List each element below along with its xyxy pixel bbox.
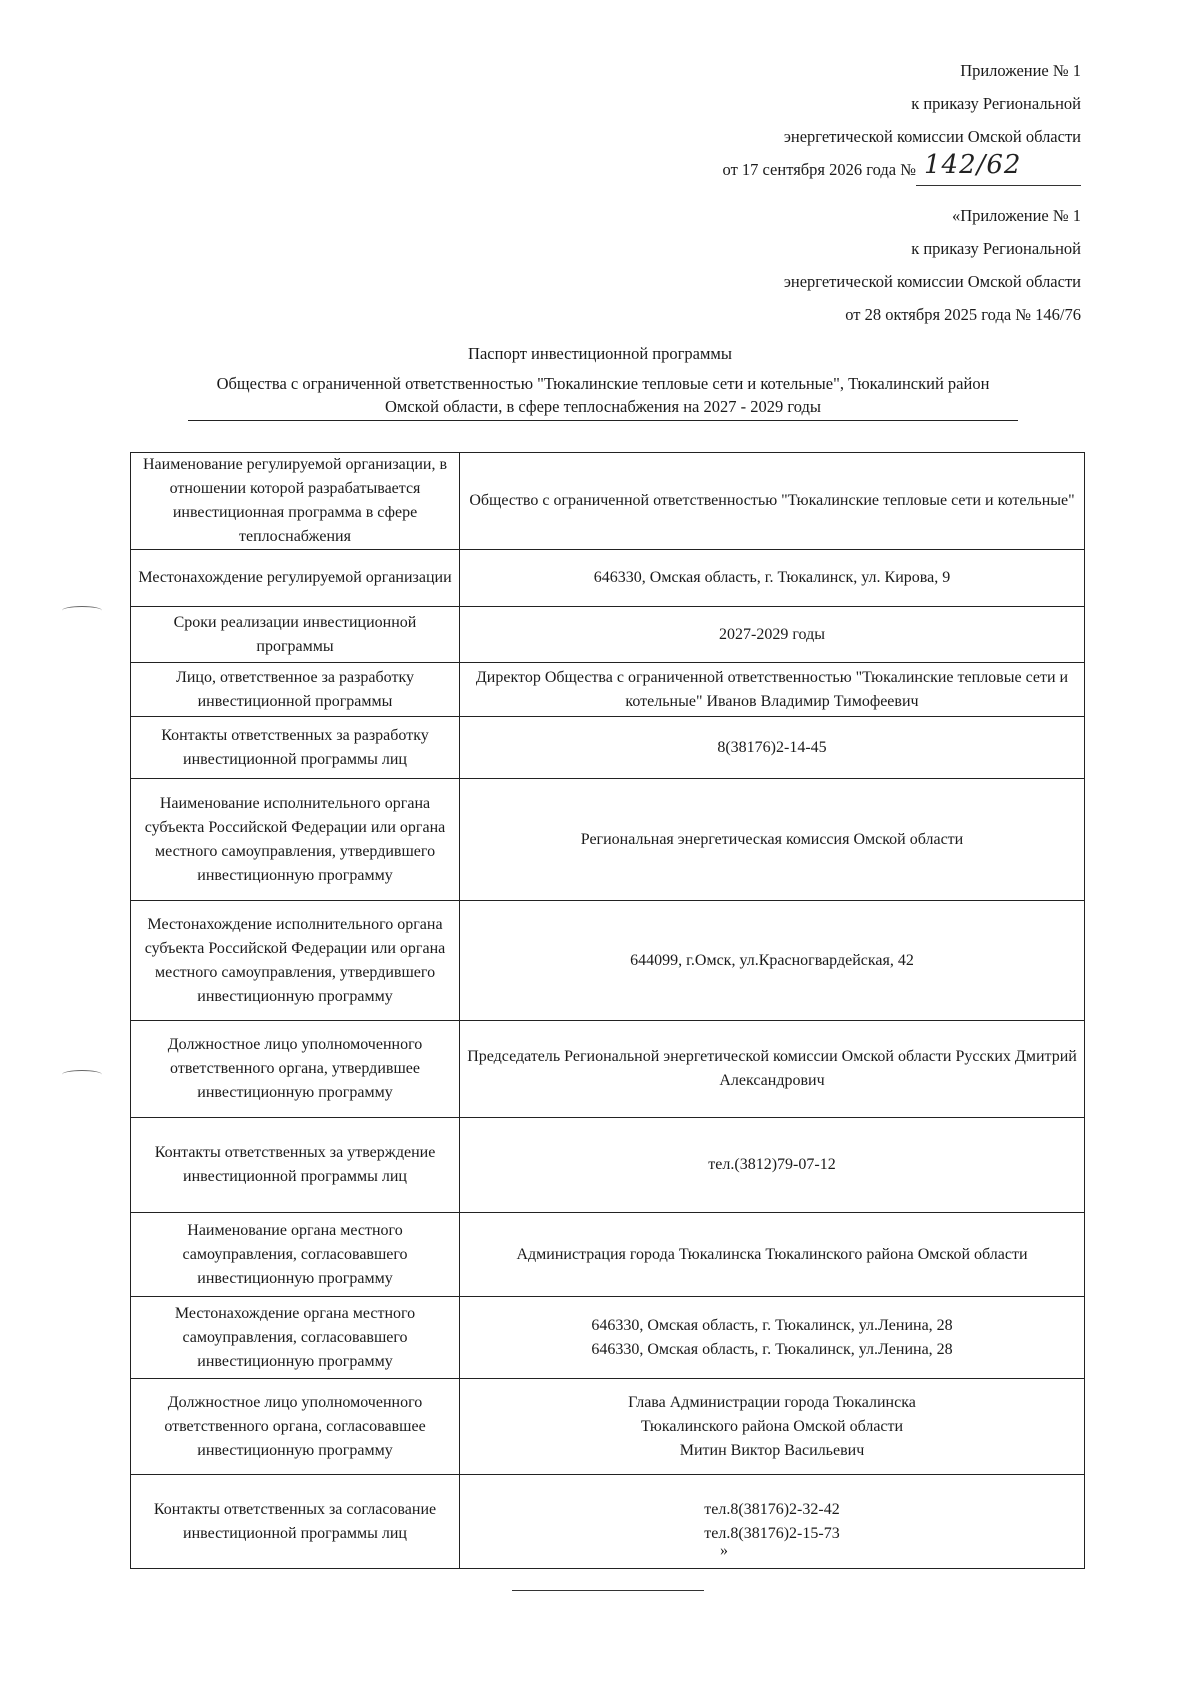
table-row	[131, 1297, 1085, 1379]
row-key: Лицо, ответственное за разработку инвестиционной программы	[131, 663, 460, 717]
table-row	[131, 1213, 1085, 1297]
table-row	[131, 717, 1085, 779]
appendix-line: Приложение № 1	[960, 61, 1081, 80]
passport-table	[130, 452, 1085, 1569]
subtitle-underline	[188, 420, 1018, 421]
prev-commission-line: энергетической комиссии Омской области	[783, 272, 1081, 291]
order-number-field	[916, 150, 1081, 186]
row-key: Должностное лицо уполномоченного ответственного органа, утвердившее инвестиционную программу	[131, 1021, 460, 1118]
row-value: Администрация города Тюкалинска Тюкалинского района Омской области	[460, 1213, 1085, 1297]
row-key: Наименование регулируемой организации, в отношении которой разрабатывается инвестиционная программа в сфере теплоснабжения	[131, 453, 460, 550]
row-value: Общество с ограниченной ответственностью "Тюкалинские тепловые сети и котельные"	[460, 453, 1085, 550]
row-value-line: 646330, Омская область, г. Тюкалинск, ул.Ленина, 28	[591, 1340, 953, 1358]
table-row	[131, 901, 1085, 1021]
table-row	[131, 1379, 1085, 1475]
row-value: Председатель Региональной энергетической комиссии Омской области Русских Дмитрий Александрович	[460, 1021, 1085, 1118]
row-key: Контакты ответственных за разработку инвестиционной программы лиц	[131, 717, 460, 779]
row-key: Должностное лицо уполномоченного ответственного органа, согласовавшее инвестиционную программу	[131, 1379, 460, 1475]
row-value	[460, 1475, 1085, 1569]
table-row	[131, 550, 1085, 607]
table-row	[131, 607, 1085, 663]
table-row	[131, 663, 1085, 717]
row-key: Контакты ответственных за утверждение инвестиционной программы лиц	[131, 1118, 460, 1213]
row-value: 646330, Омская область, г. Тюкалинск, ул. Кирова, 9	[460, 550, 1085, 607]
row-value-line: Тюкалинского района Омской области	[640, 1417, 904, 1435]
row-value: тел.(3812)79-07-12	[460, 1118, 1085, 1213]
order-date-text: от 17 сентября 2026 года №	[722, 160, 916, 179]
row-value-line: Митин Виктор Васильевич	[679, 1441, 865, 1459]
order-ref-line: к приказу Региональной	[911, 94, 1081, 113]
commission-line: энергетической комиссии Омской области	[783, 127, 1081, 146]
document-title: Паспорт инвестиционной программы	[468, 344, 732, 363]
row-value-line: тел.8(38176)2-15-73	[704, 1524, 840, 1542]
scan-mark	[62, 606, 102, 615]
closing-quote: »	[720, 1542, 728, 1559]
appendix-header-current	[723, 54, 1081, 186]
row-key: Сроки реализации инвестиционной программы	[131, 607, 460, 663]
row-key: Наименование исполнительного органа субъекта Российской Федерации или органа местного самоуправления, утвердившего инвестиционную программу	[131, 779, 460, 901]
row-key: Местонахождение регулируемой организации	[131, 550, 460, 607]
row-value-line: Глава Администрации города Тюкалинска	[628, 1393, 916, 1411]
row-key: Наименование органа местного самоуправления, согласовавшего инвестиционную программу	[131, 1213, 460, 1297]
row-value: 8(38176)2-14-45	[460, 717, 1085, 779]
table-row	[131, 1021, 1085, 1118]
row-value: 644099, г.Омск, ул.Красногвардейская, 42	[460, 901, 1085, 1021]
prev-appendix-line: «Приложение № 1	[951, 206, 1081, 225]
row-key: Местонахождение органа местного самоуправления, согласовавшего инвестиционную программу	[131, 1297, 460, 1379]
table-row	[131, 779, 1085, 901]
appendix-header-previous	[784, 199, 1081, 331]
row-value-line: 646330, Омская область, г. Тюкалинск, ул.Ленина, 28	[591, 1316, 953, 1334]
handwritten-order-number: 142/62	[924, 150, 1022, 180]
row-value	[460, 1379, 1085, 1475]
table-row	[131, 1118, 1085, 1213]
row-key: Местонахождение исполнительного органа субъекта Российской Федерации или органа местного самоуправления, утвердившего инвестиционную программу	[131, 901, 460, 1021]
prev-order-date-line: от 28 октября 2025 года № 146/76	[845, 305, 1081, 324]
order-date-line	[722, 150, 1081, 186]
row-key: Контакты ответственных за согласование инвестиционной программы лиц	[131, 1475, 460, 1569]
bottom-divider	[512, 1590, 704, 1591]
prev-order-ref-line: к приказу Региональной	[911, 239, 1081, 258]
row-value-line: тел.8(38176)2-32-42	[704, 1500, 840, 1518]
table-row	[131, 1475, 1085, 1569]
scan-mark	[62, 1070, 102, 1079]
table-row	[131, 453, 1085, 550]
row-value: 2027-2029 годы	[460, 607, 1085, 663]
row-value	[460, 1297, 1085, 1379]
document-subtitle: Общества с ограниченной ответственностью "Тюкалинские тепловые сети и котельные", Тюкалинский район Омской области, в сфере теплоснабжения на 2027 - 2029 годы	[216, 374, 990, 416]
row-value: Региональная энергетическая комиссия Омской области	[460, 779, 1085, 901]
row-value: Директор Общества с ограниченной ответственностью "Тюкалинские тепловые сети и котельные" Иванов Владимир Тимофеевич	[460, 663, 1085, 717]
